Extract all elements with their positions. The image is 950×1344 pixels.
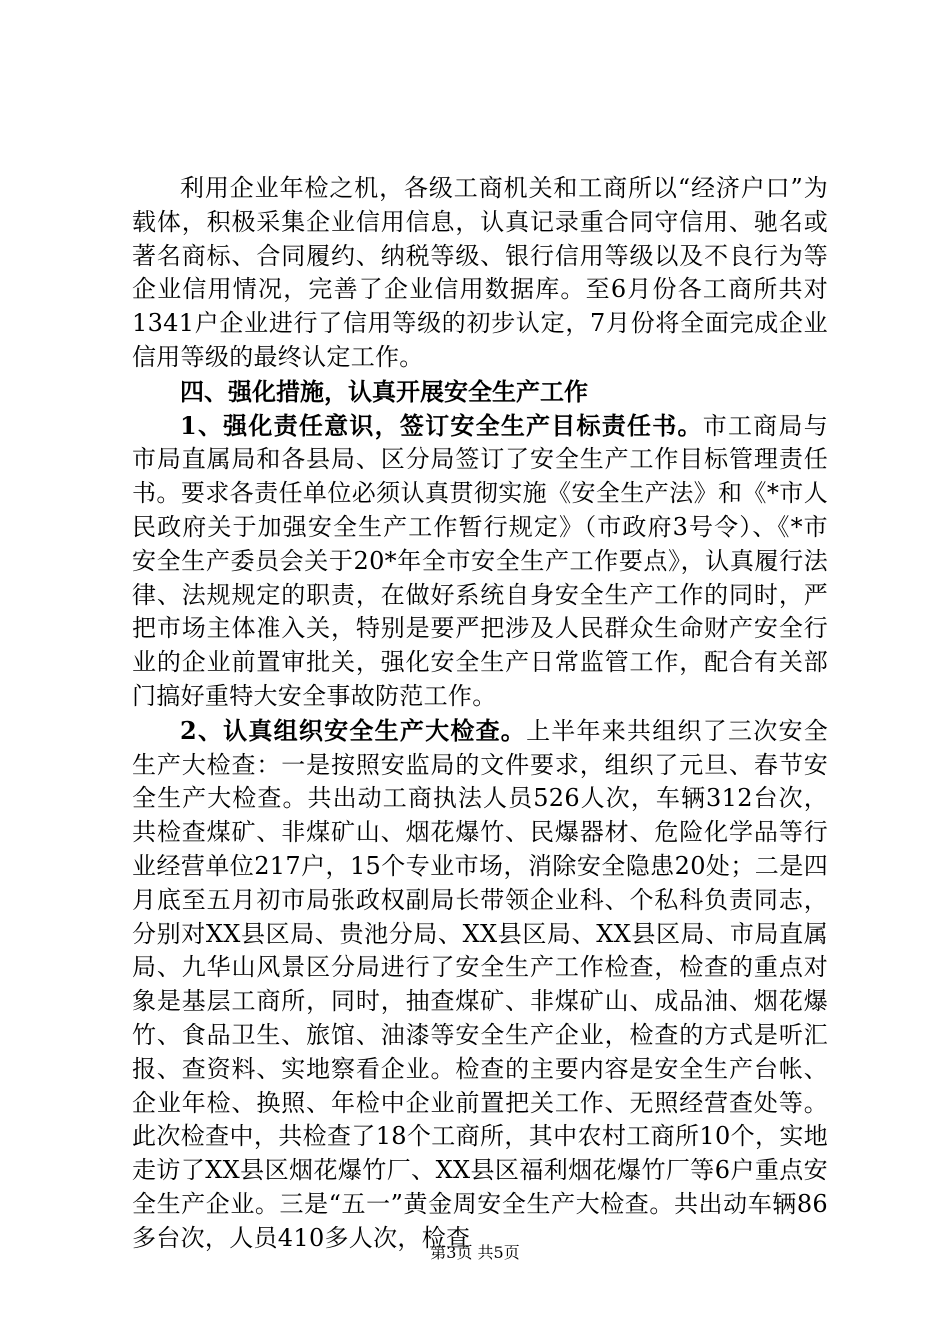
paragraph-body-1: 市工商局与市局直属局和各县局、区分局签订了安全生产工作目标管理责任书。要求各责任单位必须认真贯彻实施《安全生产法》和《*市人民政府关于加强安全生产工作暂行规定》（市政府3号令）、《*市安全生产委员会关于20*年全市安全生产工作要点》，认真履行法律、法规规定的职责，在做好系统自身安全生产工作的同时，严把市场主体准入关，特别是要严把涉及人民群众生命财产安全行业的企业前置审批关，强化安全生产日常监管工作，配合有关部门搞好重特大安全事故防范工作。 [132, 411, 829, 710]
document-body [132, 172, 828, 1256]
paragraph-inspection [132, 714, 828, 1256]
section-heading-4: 四、强化措施，认真开展安全生产工作 [180, 376, 588, 406]
paragraph-lead-1: 1、强化责任意识，签订安全生产目标责任书。 [180, 410, 703, 440]
paragraph-body-2: 上半年来共组织了三次安全生产大检查：一是按照安监局的文件要求，组织了元旦、春节安全生产大检查。共出动工商执法人员526人次，车辆312台次，共检查煤矿、非煤矿山、烟花爆竹、民爆器材、危险化学品等行业经营单位217户，15个专业市场，消除安全隐患20处；二是四月底至五月初市局张政权副局长带领企业科、个私科负责同志，分别对XX县区局、贵池分局、XX县区局、XX县区局、市局直属局、九华山风景区分局进行了安全生产工作检查，检查的重点对象是基层工商所，同时，抽查煤矿、非煤矿山、成品油、烟花爆竹、食品卫生、旅馆、油漆等安全生产企业，检查的方式是听汇报、查资料、实地察看企业。检查的主要内容是安全生产台帐、企业年检、换照、年检中企业前置把关工作、无照经营查处等。此次检查中，共检查了18个工商所，其中农村工商所10个，实地走访了XX县区烟花爆竹厂、XX县区福利烟花爆竹厂等6户重点安全生产企业。三是“五一”黄金周安全生产大检查。共出动车辆86多台次，人员410多人次，检查 [132, 716, 828, 1252]
paragraph-credit-info: 利用企业年检之机，各级工商机关和工商所以“经济户口”为载体，积极采集企业信用信息，认真记录重合同守信用、驰名或著名商标、合同履约、纳税等级、银行信用等级以及不良行为等企业信用情况，完善了企业信用数据库。至6月份各工商所共对1341户企业进行了信用等级的初步认定，7月份将全面完成企业信用等级的最终认定工作。 [132, 174, 828, 371]
paragraph-lead-2: 2、认真组织安全生产大检查。 [180, 715, 527, 745]
page-number-footer: 第3页 共5页 [430, 1243, 520, 1262]
paragraph-responsibility [132, 409, 828, 714]
